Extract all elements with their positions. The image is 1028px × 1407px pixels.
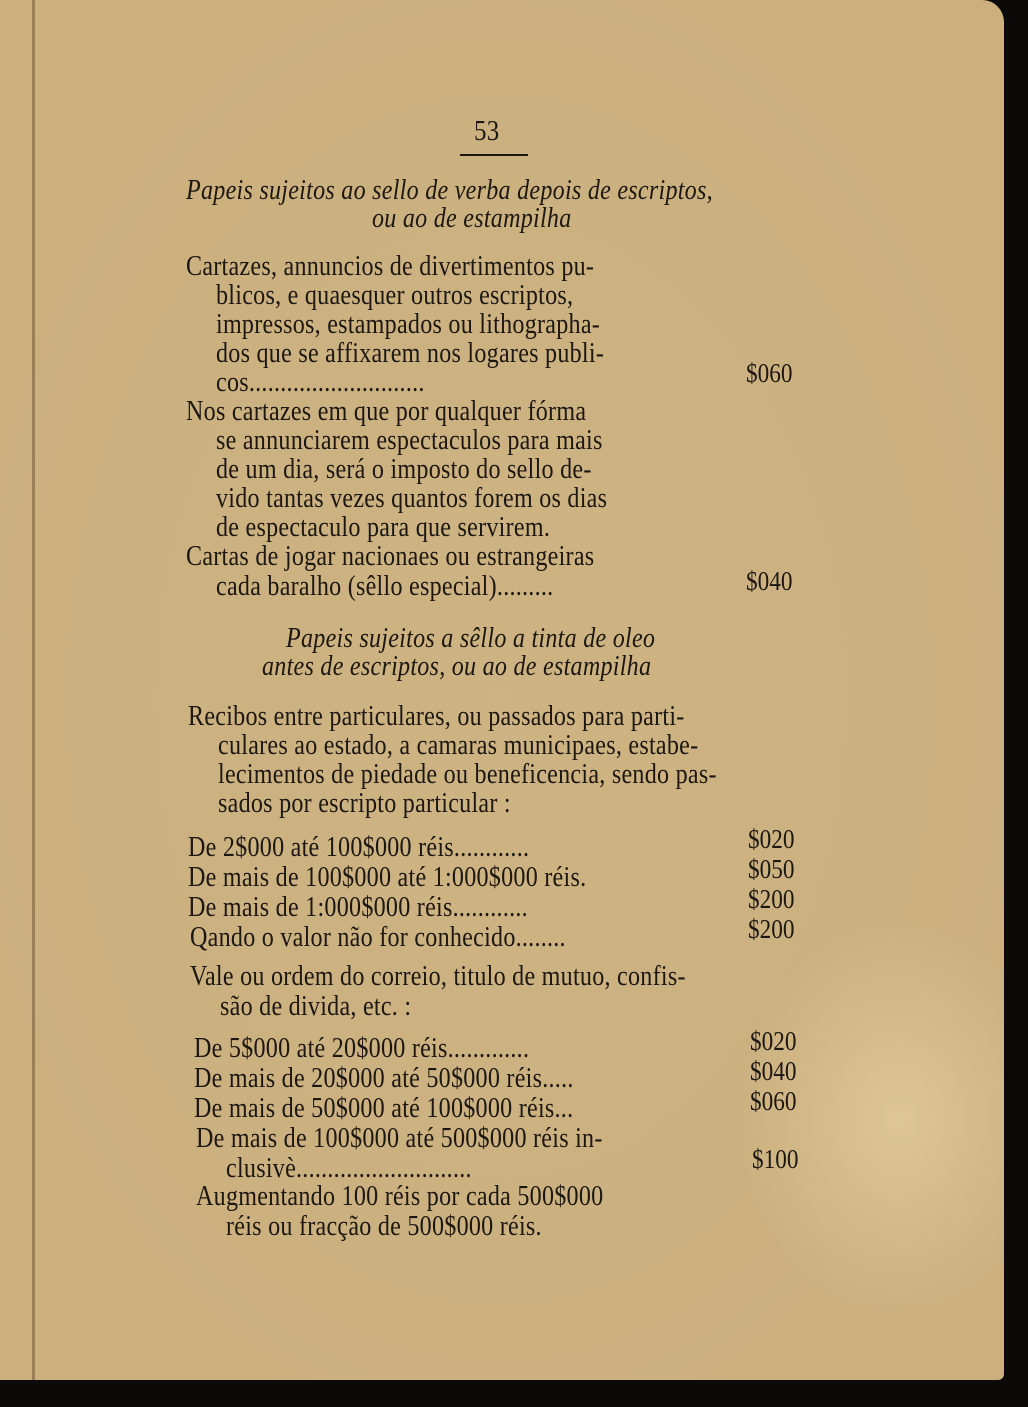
section2-heading-line1: Papeis sujeitos a sêllo a tinta de oleo bbox=[286, 623, 656, 654]
section2-heading-line2: antes de escriptos, ou ao de estampilha bbox=[262, 651, 652, 682]
recibos-row-label: De mais de 100$000 até 1:000$000 réis. bbox=[188, 862, 587, 893]
entry2-line: de um dia, será o imposto do sello de- bbox=[216, 454, 592, 485]
vale-row-label: De mais de 100$000 até 500$000 réis in- bbox=[196, 1123, 603, 1154]
entry1-line: cos............................ bbox=[216, 367, 425, 398]
entry3-line: cada baralho (sêllo especial)......... bbox=[216, 571, 554, 602]
vale-row-label: De mais de 50$000 até 100$000 réis... bbox=[194, 1093, 574, 1124]
recibos-intro-line: lecimentos de piedade ou beneficencia, sendo pas- bbox=[218, 759, 717, 790]
augment-line: réis ou fracção de 500$000 réis. bbox=[226, 1211, 542, 1242]
recibos-row-label: Qando o valor não for conhecido........ bbox=[190, 922, 566, 953]
vale-row-label: clusivè............................ bbox=[226, 1153, 472, 1184]
vale-intro-line: são de divida, etc. : bbox=[220, 991, 412, 1022]
vale-row-price: $100 bbox=[752, 1144, 799, 1174]
recibos-row-price: $200 bbox=[748, 884, 795, 914]
vale-row-label: De mais de 20$000 até 50$000 réis..... bbox=[194, 1063, 574, 1094]
entry1-line: dos que se affixarem nos logares publi- bbox=[216, 338, 605, 369]
section1-heading-line2: ou ao de estampilha bbox=[372, 203, 572, 234]
recibos-row-price: $020 bbox=[748, 824, 795, 854]
vale-row-price: $020 bbox=[750, 1026, 797, 1056]
vale-intro-line: Vale ou ordem do correio, titulo de mutuo, confis- bbox=[190, 961, 686, 992]
vale-row-price: $060 bbox=[750, 1086, 797, 1116]
page-number-rule bbox=[460, 154, 528, 156]
vale-row-price: $040 bbox=[750, 1056, 797, 1086]
entry2-line: Nos cartazes em que por qualquer fórma bbox=[186, 396, 587, 427]
vale-row-label: De 5$000 até 20$000 réis............. bbox=[194, 1033, 530, 1064]
recibos-row-price: $050 bbox=[748, 854, 795, 884]
entry1-line: blicos, e quaesquer outros escriptos, bbox=[216, 280, 574, 311]
recibos-intro-line: culares ao estado, a camaras municipaes, estabe- bbox=[218, 730, 699, 761]
entry2-line: de espectaculo para que servirem. bbox=[216, 512, 551, 543]
recibos-row-price: $200 bbox=[748, 914, 795, 944]
augment-line: Augmentando 100 réis por cada 500$000 bbox=[196, 1181, 604, 1212]
section1-heading-line1: Papeis sujeitos ao sello de verba depois de escriptos, bbox=[186, 175, 713, 206]
entry1-line: Cartazes, annuncios de divertimentos pu- bbox=[186, 251, 595, 282]
recibos-intro-line: Recibos entre particulares, ou passados para parti- bbox=[188, 701, 685, 732]
recibos-intro-line: sados por escripto particular : bbox=[218, 788, 511, 819]
entry3-line: Cartas de jogar nacionaes ou estrangeiras bbox=[186, 541, 595, 572]
entry1-line: impressos, estampados ou lithographa- bbox=[216, 309, 601, 340]
recibos-row-label: De mais de 1:000$000 réis............ bbox=[188, 892, 528, 923]
page-number: 53 bbox=[474, 115, 500, 147]
entry3-price: $040 bbox=[746, 566, 793, 596]
page-spine-shadow bbox=[32, 0, 35, 1380]
entry2-line: vido tantas vezes quantos forem os dias bbox=[216, 483, 608, 514]
recibos-row-label: De 2$000 até 100$000 réis............ bbox=[188, 832, 530, 863]
entry2-line: se annunciarem espectaculos para mais bbox=[216, 425, 603, 456]
entry1-price: $060 bbox=[746, 358, 793, 388]
